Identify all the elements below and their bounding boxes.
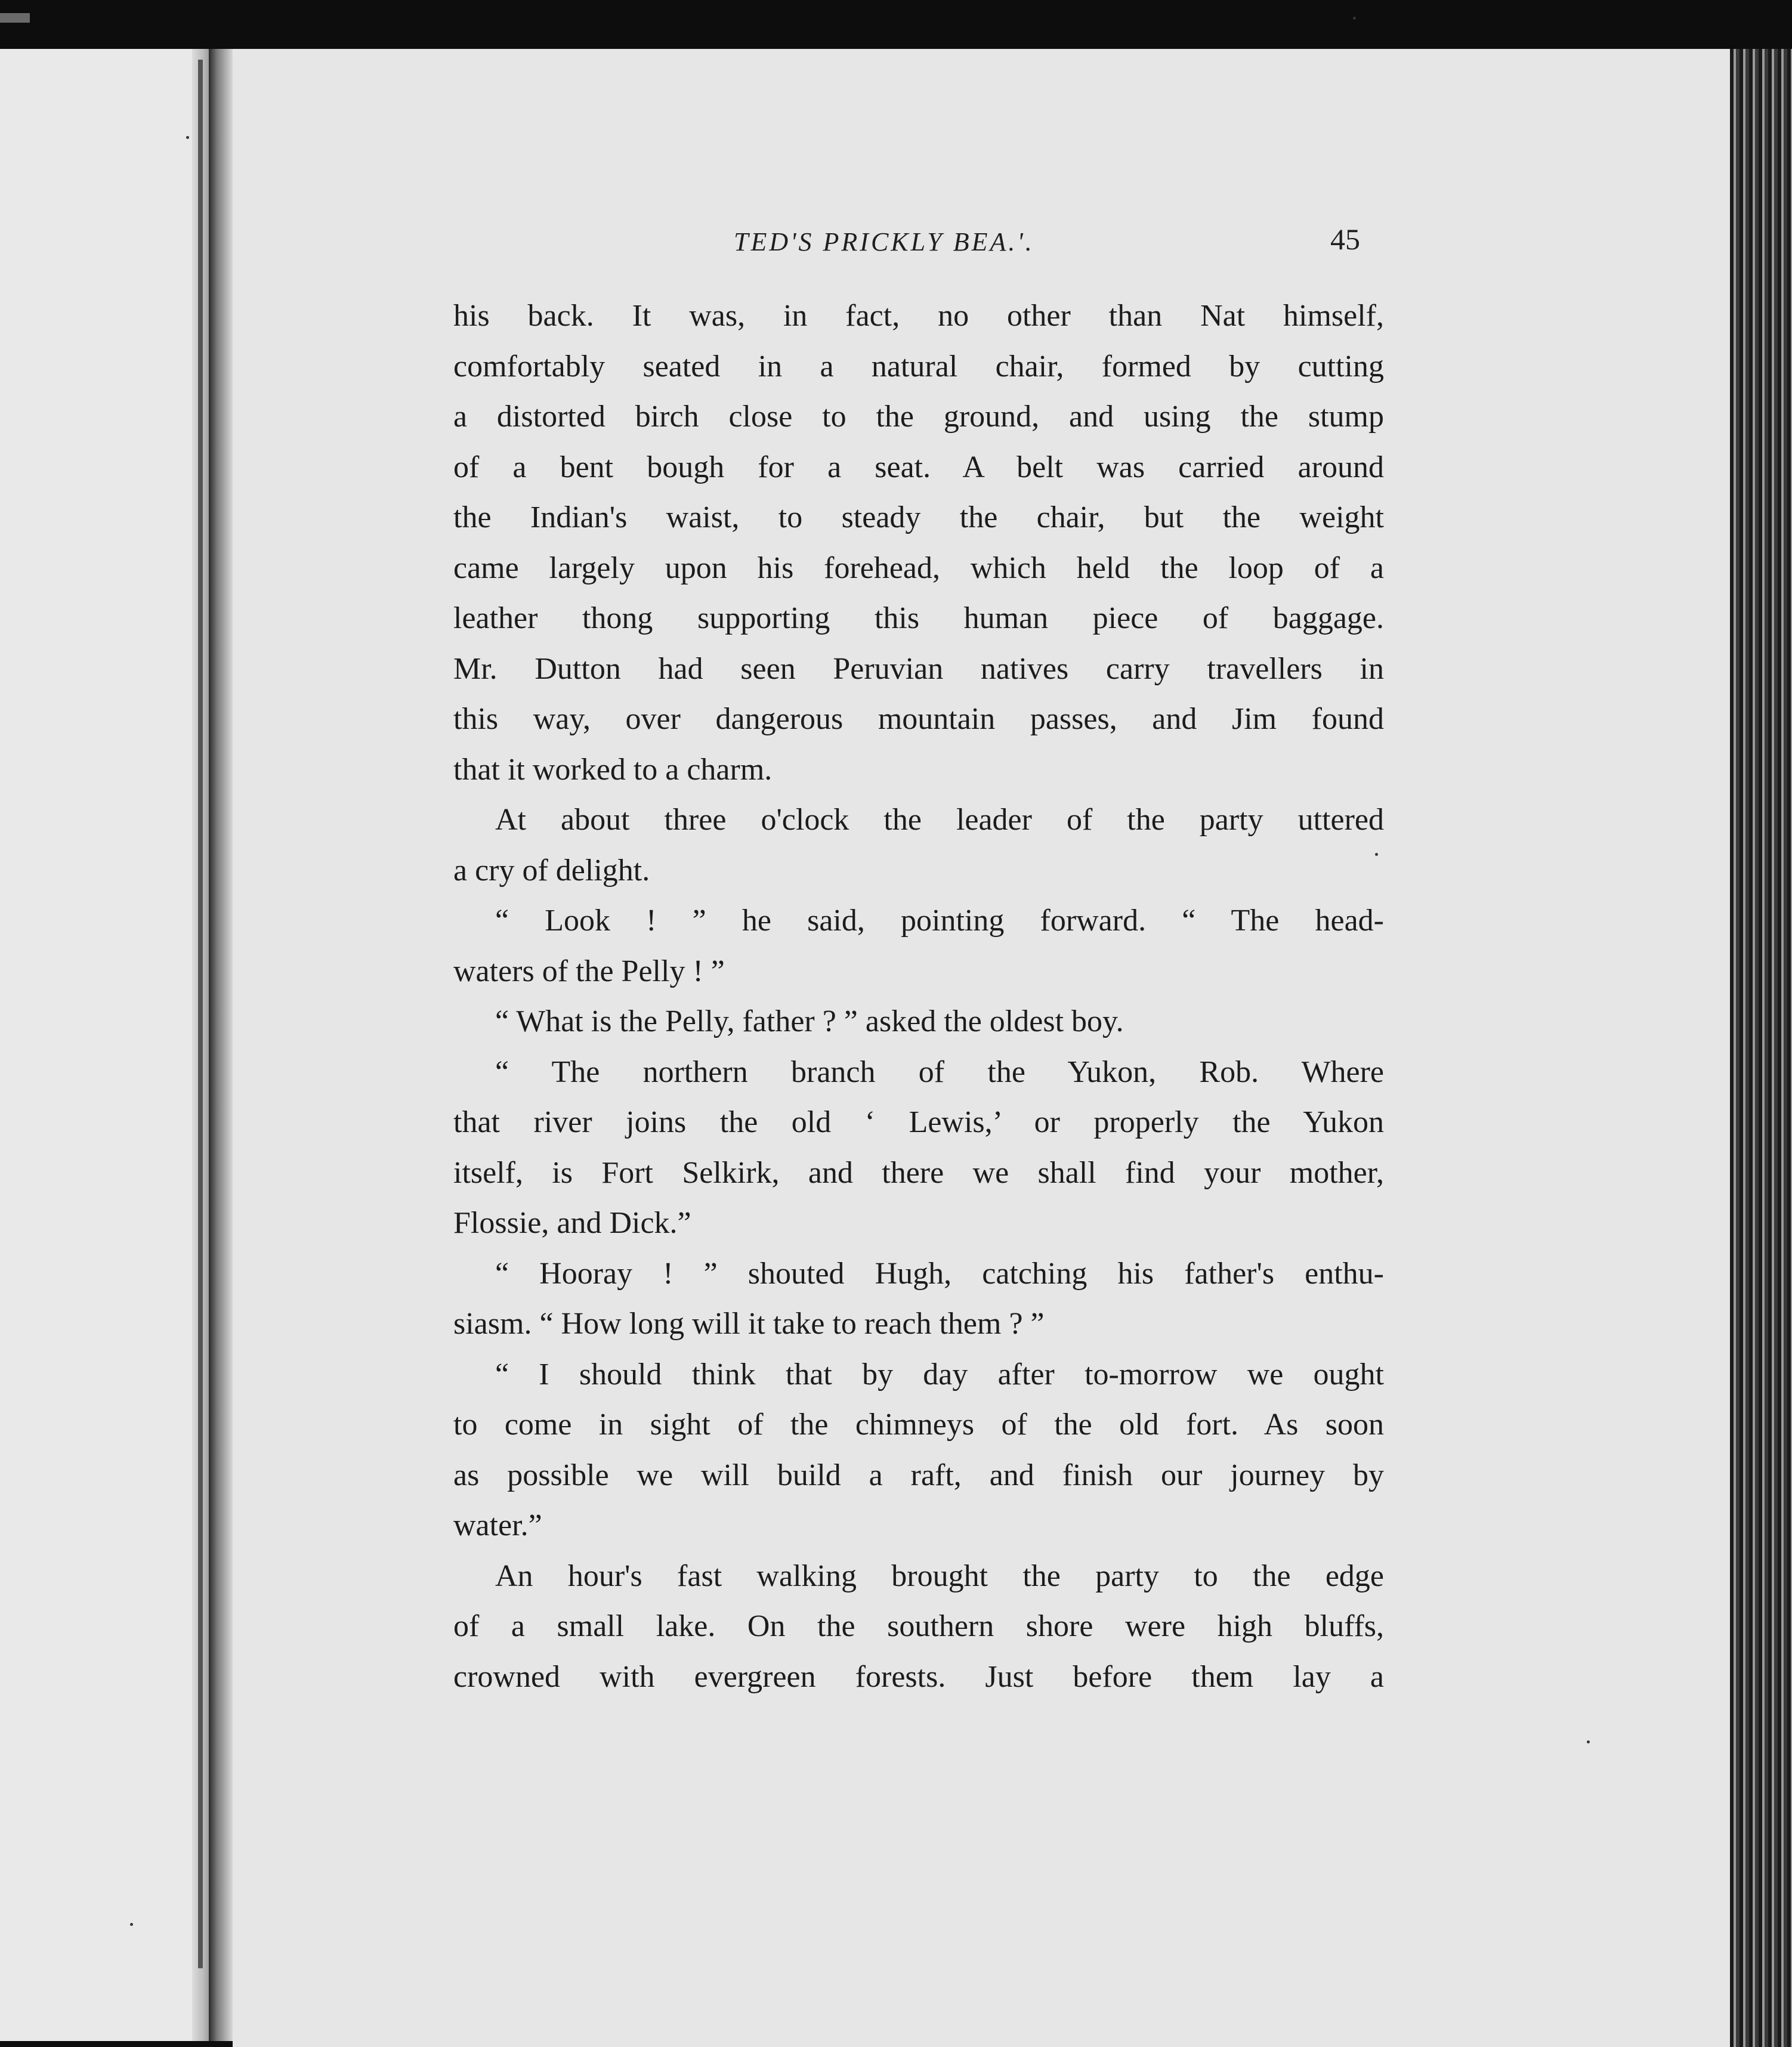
text-line: water.”: [453, 1508, 542, 1542]
text-line: “ Look ! ” he said, pointing forward. “ The head-: [495, 904, 1384, 938]
left-page: [0, 49, 209, 2041]
text-line: this way, over dangerous mountain passes, and Jim found: [453, 702, 1384, 736]
scan-edge-mark: [0, 13, 30, 23]
text-line: An hour's fast walking brought the party to the edge: [495, 1559, 1384, 1593]
text-line: itself, is Fort Selkirk, and there we shall find your mother,: [453, 1155, 1384, 1190]
dust-speck: [1375, 853, 1378, 856]
binding-gutter-shadow: [209, 49, 233, 2041]
text-line: a distorted birch close to the ground, and using the stump: [453, 400, 1384, 434]
text-line: “ I should think that by day after to-morrow we ought: [495, 1357, 1384, 1392]
text-line: a cry of delight.: [453, 853, 650, 888]
text-line: came largely upon his forehead, which held the loop of a: [453, 551, 1384, 585]
text-line: “ The northern branch of the Yukon, Rob. Where: [495, 1055, 1384, 1089]
dust-speck: [1353, 17, 1356, 20]
text-line: At about three o'clock the leader of the party uttered: [495, 803, 1384, 837]
text-line: the Indian's waist, to steady the chair, but the weight: [453, 500, 1384, 534]
text-line: that river joins the old ‘ Lewis,’ or properly the Yukon: [453, 1105, 1384, 1139]
text-line: as possible we will build a raft, and finish our journey by: [453, 1458, 1384, 1492]
text-line: of a bent bough for a seat. A belt was carried around: [453, 450, 1384, 484]
text-line: “ What is the Pelly, father ? ” asked the oldest boy.: [495, 1004, 1124, 1038]
text-line: “ Hooray ! ” shouted Hugh, catching his father's enthu-: [495, 1256, 1384, 1291]
text-line: of a small lake. On the southern shore were high bluffs,: [453, 1609, 1384, 1643]
text-line: waters of the Pelly ! ”: [453, 954, 725, 988]
dust-speck: [130, 1923, 133, 1926]
dust-speck: [1587, 1740, 1590, 1743]
text-line: to come in sight of the chimneys of the old fort. As soon: [453, 1408, 1384, 1442]
running-title: TED'S PRICKLY BEA.'.: [734, 227, 1034, 256]
text-line: Mr. Dutton had seen Peruvian natives carry travellers in: [453, 651, 1384, 686]
page-number: 45: [1330, 222, 1360, 256]
text-line: that it worked to a charm.: [453, 752, 773, 787]
text-line: leather thong supporting this human piece of baggage.: [453, 601, 1384, 635]
binding-gutter-line: [198, 60, 203, 1968]
text-line: Flossie, and Dick.”: [453, 1206, 691, 1240]
text-line: comfortably seated in a natural chair, formed by cutting: [453, 349, 1384, 384]
text-line: crowned with evergreen forests. Just before them lay a: [453, 1659, 1384, 1694]
text-line: siasm. “ How long will it take to reach them ? ”: [453, 1307, 1045, 1341]
body-text: [453, 291, 1384, 1702]
dust-speck: [186, 136, 189, 139]
text-line: his back. It was, in fact, no other than Nat himself,: [453, 299, 1384, 333]
book-page-edges: [1730, 49, 1792, 2047]
